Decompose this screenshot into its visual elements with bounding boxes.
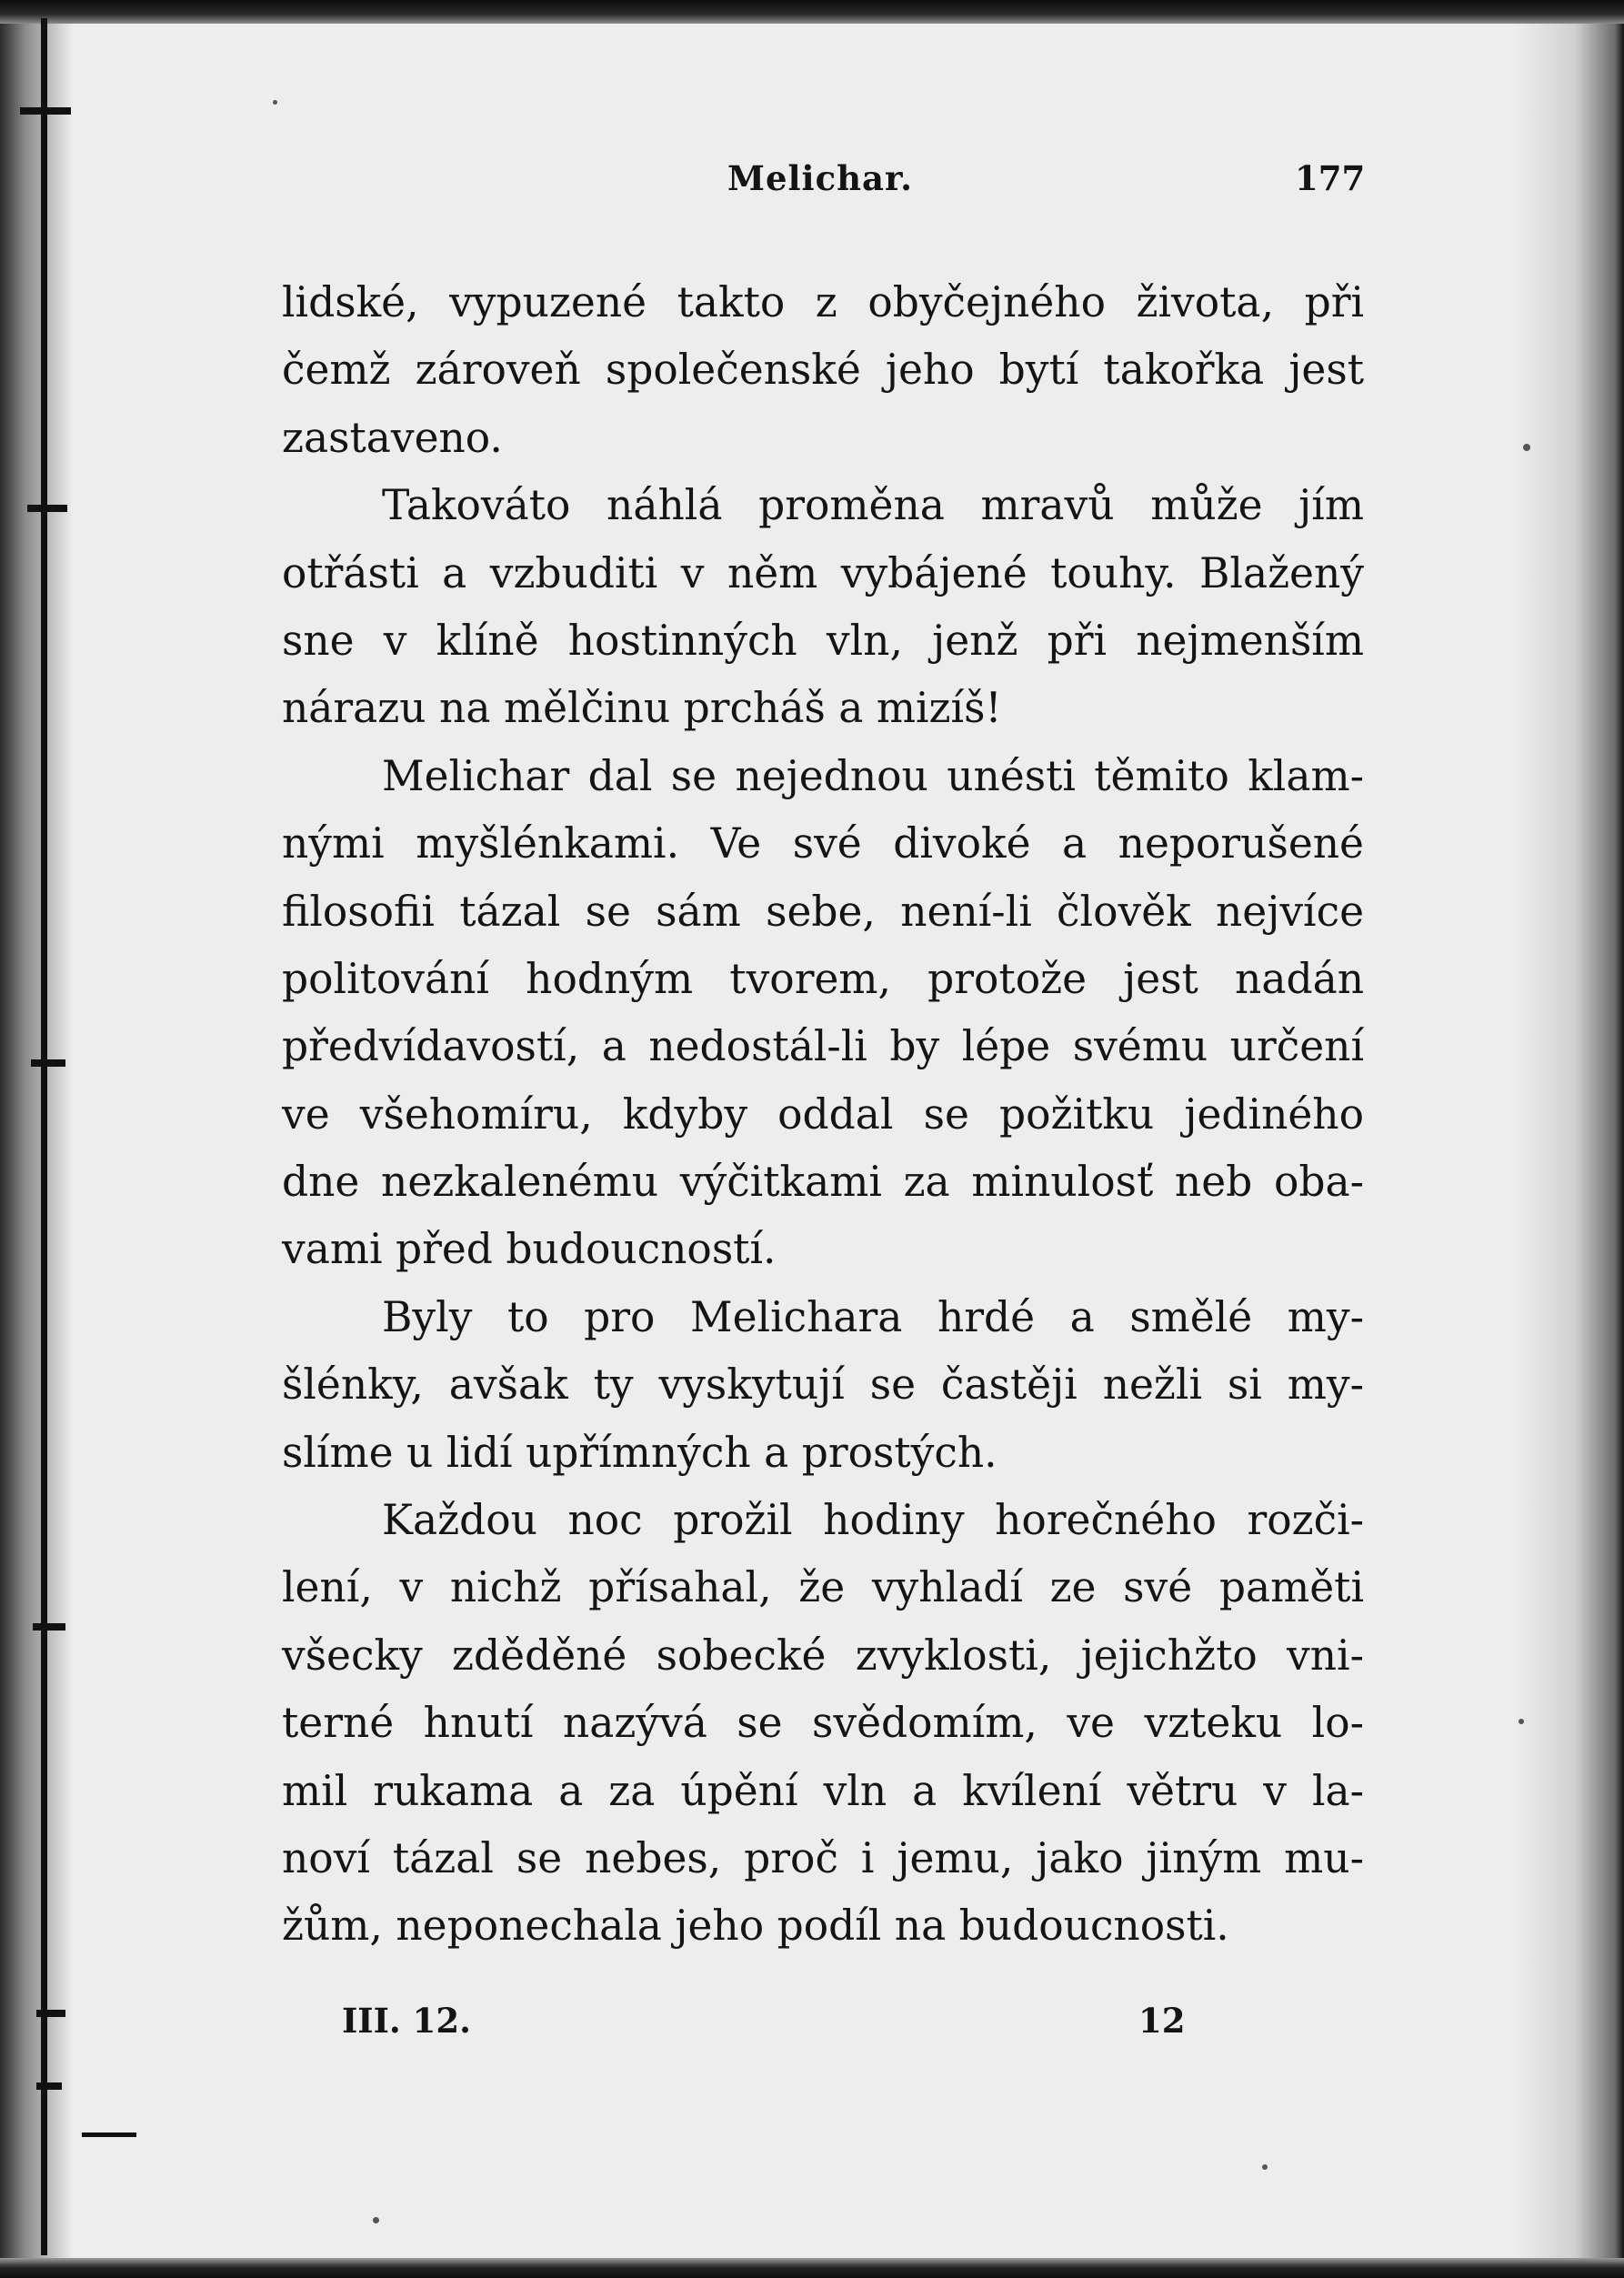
text-line: otřásti a vzbuditi v něm vybájené touhy. Blažený bbox=[282, 548, 1364, 597]
page-number: 177 bbox=[1295, 158, 1366, 198]
text-line: ve všehomíru, kdyby oddal se požitku jediného bbox=[282, 1089, 1364, 1139]
text-line: předvídavostí, a nedostál-li by lépe svému určení bbox=[282, 1022, 1364, 1071]
signature-mark: III. 12. bbox=[342, 2001, 472, 2041]
text-line: zastaveno. bbox=[282, 413, 503, 462]
text-line: nými myšlénkami. Ve své divoké a neporušené bbox=[282, 819, 1364, 868]
text-line: Byly to pro Melichara hrdé a smělé my- bbox=[382, 1292, 1364, 1341]
text-line: mil rukama a za úpění vln a kvílení větru v la- bbox=[282, 1766, 1364, 1815]
text-line: terné hnutí nazývá se svědomím, ve vzteku lo- bbox=[282, 1699, 1364, 1748]
text-line: všecky zděděné sobecké zvyklosti, jejichžto vni- bbox=[282, 1631, 1364, 1680]
text-line: vami před budoucností. bbox=[282, 1225, 777, 1274]
text-line: žům, neponechala jeho podíl na budoucnosti. bbox=[282, 1902, 1229, 1951]
text-line: šlénky, avšak ty vyskytují se častěji nežli si my- bbox=[282, 1360, 1364, 1410]
text-line: Každou noc prožil hodiny horečného rozči- bbox=[382, 1496, 1364, 1545]
text-line: politování hodným tvorem, protože jest nadán bbox=[282, 954, 1364, 1003]
text-line: sne v klíně hostinných vln, jenž při nejmenším bbox=[282, 616, 1364, 665]
running-head-title: Melichar. bbox=[727, 158, 913, 198]
text-line: lení, v nichž přísahal, že vyhladí ze své paměti bbox=[282, 1563, 1364, 1612]
text-line: Takováto náhlá proměna mravů může jím bbox=[382, 481, 1364, 530]
text-line: čemž zároveň společenské jeho bytí takořka jest bbox=[282, 346, 1364, 395]
text-line: dne nezkalenému výčitkami za minulosť neb oba- bbox=[282, 1158, 1364, 1207]
text-line: Melichar dal se nejednou unésti těmito klam- bbox=[382, 751, 1364, 800]
body-text bbox=[282, 269, 1364, 1961]
text-line: noví tázal se nebes, proč i jemu, jako jiným mu- bbox=[282, 1833, 1364, 1882]
text-line: filosofii tázal se sám sebe, není-li člověk nejvíce bbox=[282, 887, 1364, 936]
text-line: nárazu na mělčinu prcháš a mizíš! bbox=[282, 684, 1002, 733]
sheet-number: 12 bbox=[1138, 2001, 1186, 2041]
text-line: lidské, vypuzené takto z obyčejného života, při bbox=[282, 278, 1364, 326]
text-line: slíme u lidí upřímných a prostých. bbox=[282, 1428, 997, 1477]
